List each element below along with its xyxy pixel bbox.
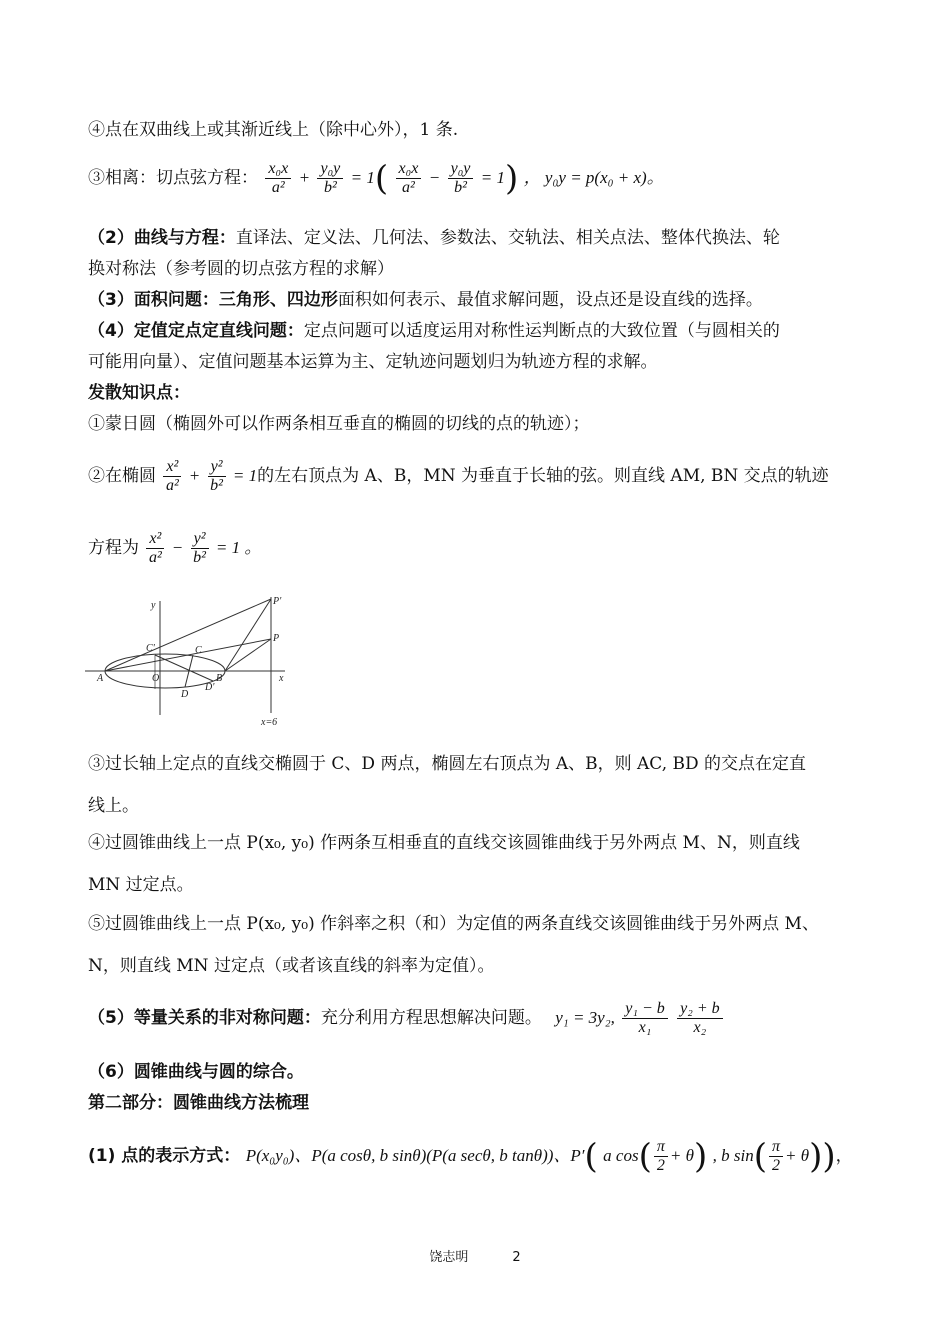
divergent-heading: 发散知识点： [88, 383, 190, 403]
section-heading: （4）定值定点定直线问题： [88, 321, 304, 341]
label-c: C [195, 645, 202, 656]
fraction: $\frac{\text{x²}}{\text{a²}}$ [163, 458, 181, 495]
fraction: $\frac{\text{y²}}{\text{b²}}$ [208, 458, 226, 495]
section-6: （6）圆锥曲线与圆的综合。 [88, 1062, 304, 1082]
part-2-heading: 第二部分：圆锥曲线方法梳理 [88, 1093, 309, 1113]
section-body: 面积如何表示、最值求解问题，设点还是设直线的选择。 [337, 290, 763, 310]
label-pprime: P' [273, 596, 282, 607]
label-y: y [151, 600, 156, 611]
locus-equation: 方程为 $\frac{\text{x²}}{\text{a²}}$ − $\frac{\text{y²}}{\text{b²}}$ = 1 。 [88, 530, 262, 566]
bullet-5: ⑤过圆锥曲线上一点 P(x₀, y₀) 作斜率之积（和）为定值的两条直线交该圆锥曲线于另外两点 M、 [88, 914, 819, 934]
fraction: $\frac{\text{y²}}{\text{b²}}$ [191, 530, 209, 567]
section-4 [88, 319, 780, 343]
fraction: $\frac{\text{x₀x}}{\text{a²}}$ [396, 160, 422, 197]
equation: ， y₀y = p(x₀ + x)。 [523, 168, 664, 187]
chord-cprime-dprime [155, 655, 213, 681]
section-3 [88, 288, 763, 312]
section-heading: （3）面积问题：三角形、四边形 [88, 290, 338, 310]
label-x: x [279, 673, 284, 684]
section-5: （5）等量关系的非对称问题：充分利用方程思想解决问题。 y₁ = 3y₂, $\frac{\text{y₁ − b}}{\text{x₁}}$ $\frac{\text{y₂ + b}}{\text{x₂}}$ [88, 1000, 725, 1037]
bullet-4: ④过圆锥曲线上一点 P(x₀, y₀) 作两条互相垂直的直线交该圆锥曲线于另外两点 M、N，则直线 [88, 833, 800, 853]
page-number: 2 [512, 1250, 521, 1265]
operator: + [298, 168, 311, 187]
section-body: 直译法、定义法、几何法、参数法、交轨法、相关点法、整体代换法、轮 [235, 228, 780, 248]
label-o: O [152, 673, 160, 684]
point-representation: (1) 点的表示方式： P(x₀y₀)、P(a cosθ, b sinθ)(P(a secθ, b tanθ))、P′( a cos( $\frac{\pi}{2}$ + θ) , b sin( $\frac{\pi}{2}$ + θ))， [88, 1136, 853, 1177]
section-heading: (1) 点的表示方式： [88, 1146, 241, 1166]
footer-author: 饶志明 [429, 1250, 469, 1265]
ellipse-vertex-line: ②在椭圆 $\frac{\text{x²}}{\text{a²}}$ + $\frac{\text{y²}}{\text{b²}}$ = 1的左右顶点为 A、B，MN 为垂直于长轴的弦。则直线 AM, BN 交点的轨迹 [88, 458, 829, 494]
fraction: $\frac{\text{x²}}{\text{a²}}$ [146, 530, 164, 567]
label: ③相离：切点弦方程： [88, 168, 258, 188]
bullet-3: ③过长轴上定点的直线交椭圆于 C、D 两点，椭圆左右顶点为 A、B，则 AC, BD 的交点在定直 [88, 754, 807, 774]
operator: = 1 [480, 168, 506, 187]
section-2-cont: 换对称法（参考圆的切点弦方程的求解） [88, 259, 394, 279]
line-a-pprime [105, 599, 271, 671]
bullet-4-intersection: ④点在双曲线上或其渐近线上（除中心外），1 条. [88, 120, 459, 140]
line-a-p [105, 639, 271, 671]
operator: − [428, 168, 441, 187]
monge-circle: ①蒙日圆（椭圆外可以作两条相互垂直的椭圆的切线的点的轨迹）； [88, 414, 590, 434]
label-p: P [273, 633, 280, 644]
section-4-cont: 可能用向量）、定值问题基本运算为主、定轨迹问题划归为轨迹方程的求解。 [88, 352, 658, 372]
chord-of-contact-line: ③相离：切点弦方程： $\frac{\text{x₀x}}{\text{a²}}$ + $\frac{\text{y₀y}}{\text{b²}}$ = 1( $\frac{\text{x₀x}}{\text{a²}}$ − $\frac{\text{y₀y}}{\text{b²}}$ = 1) ， y₀y = p(x₀ + x)。 [88, 158, 664, 199]
fraction: $\frac{\text{y₀y}}{\text{b²}}$ [317, 160, 343, 197]
section-heading: （5）等量关系的非对称问题： [88, 1008, 321, 1028]
operator: = 1 [350, 168, 375, 187]
ellipse-diagram [85, 593, 295, 733]
label-x6: x=6 [261, 717, 278, 728]
label-b: B [216, 673, 223, 684]
section-2 [88, 226, 780, 250]
bullet-3-cont: 线上。 [88, 796, 139, 816]
bullet-4-cont: MN 过定点。 [88, 875, 194, 895]
page-footer [0, 1246, 950, 1265]
section-heading: （2）曲线与方程： [88, 228, 236, 248]
label-d: D [181, 689, 189, 700]
fraction: $\frac{\text{y₂ + b}}{\text{x₂}}$ [677, 1000, 722, 1037]
section-body: 定点问题可以适度运用对称性运判断点的大致位置（与圆相关的 [303, 321, 780, 341]
fraction: $\frac{\text{y₀y}}{\text{b²}}$ [448, 160, 474, 197]
label-a: A [97, 673, 104, 684]
fraction: $\frac{\text{x₀x}}{\text{a²}}$ [265, 160, 291, 197]
label-cprime: C' [146, 643, 155, 654]
label-dprime: D' [205, 682, 215, 693]
bullet-5-cont: N，则直线 MN 过定点（或者该直线的斜率为定值）。 [88, 956, 495, 976]
line-b-pprime [225, 599, 271, 671]
fraction: $\frac{\text{y₁ − b}}{\text{x₁}}$ [622, 1000, 667, 1037]
